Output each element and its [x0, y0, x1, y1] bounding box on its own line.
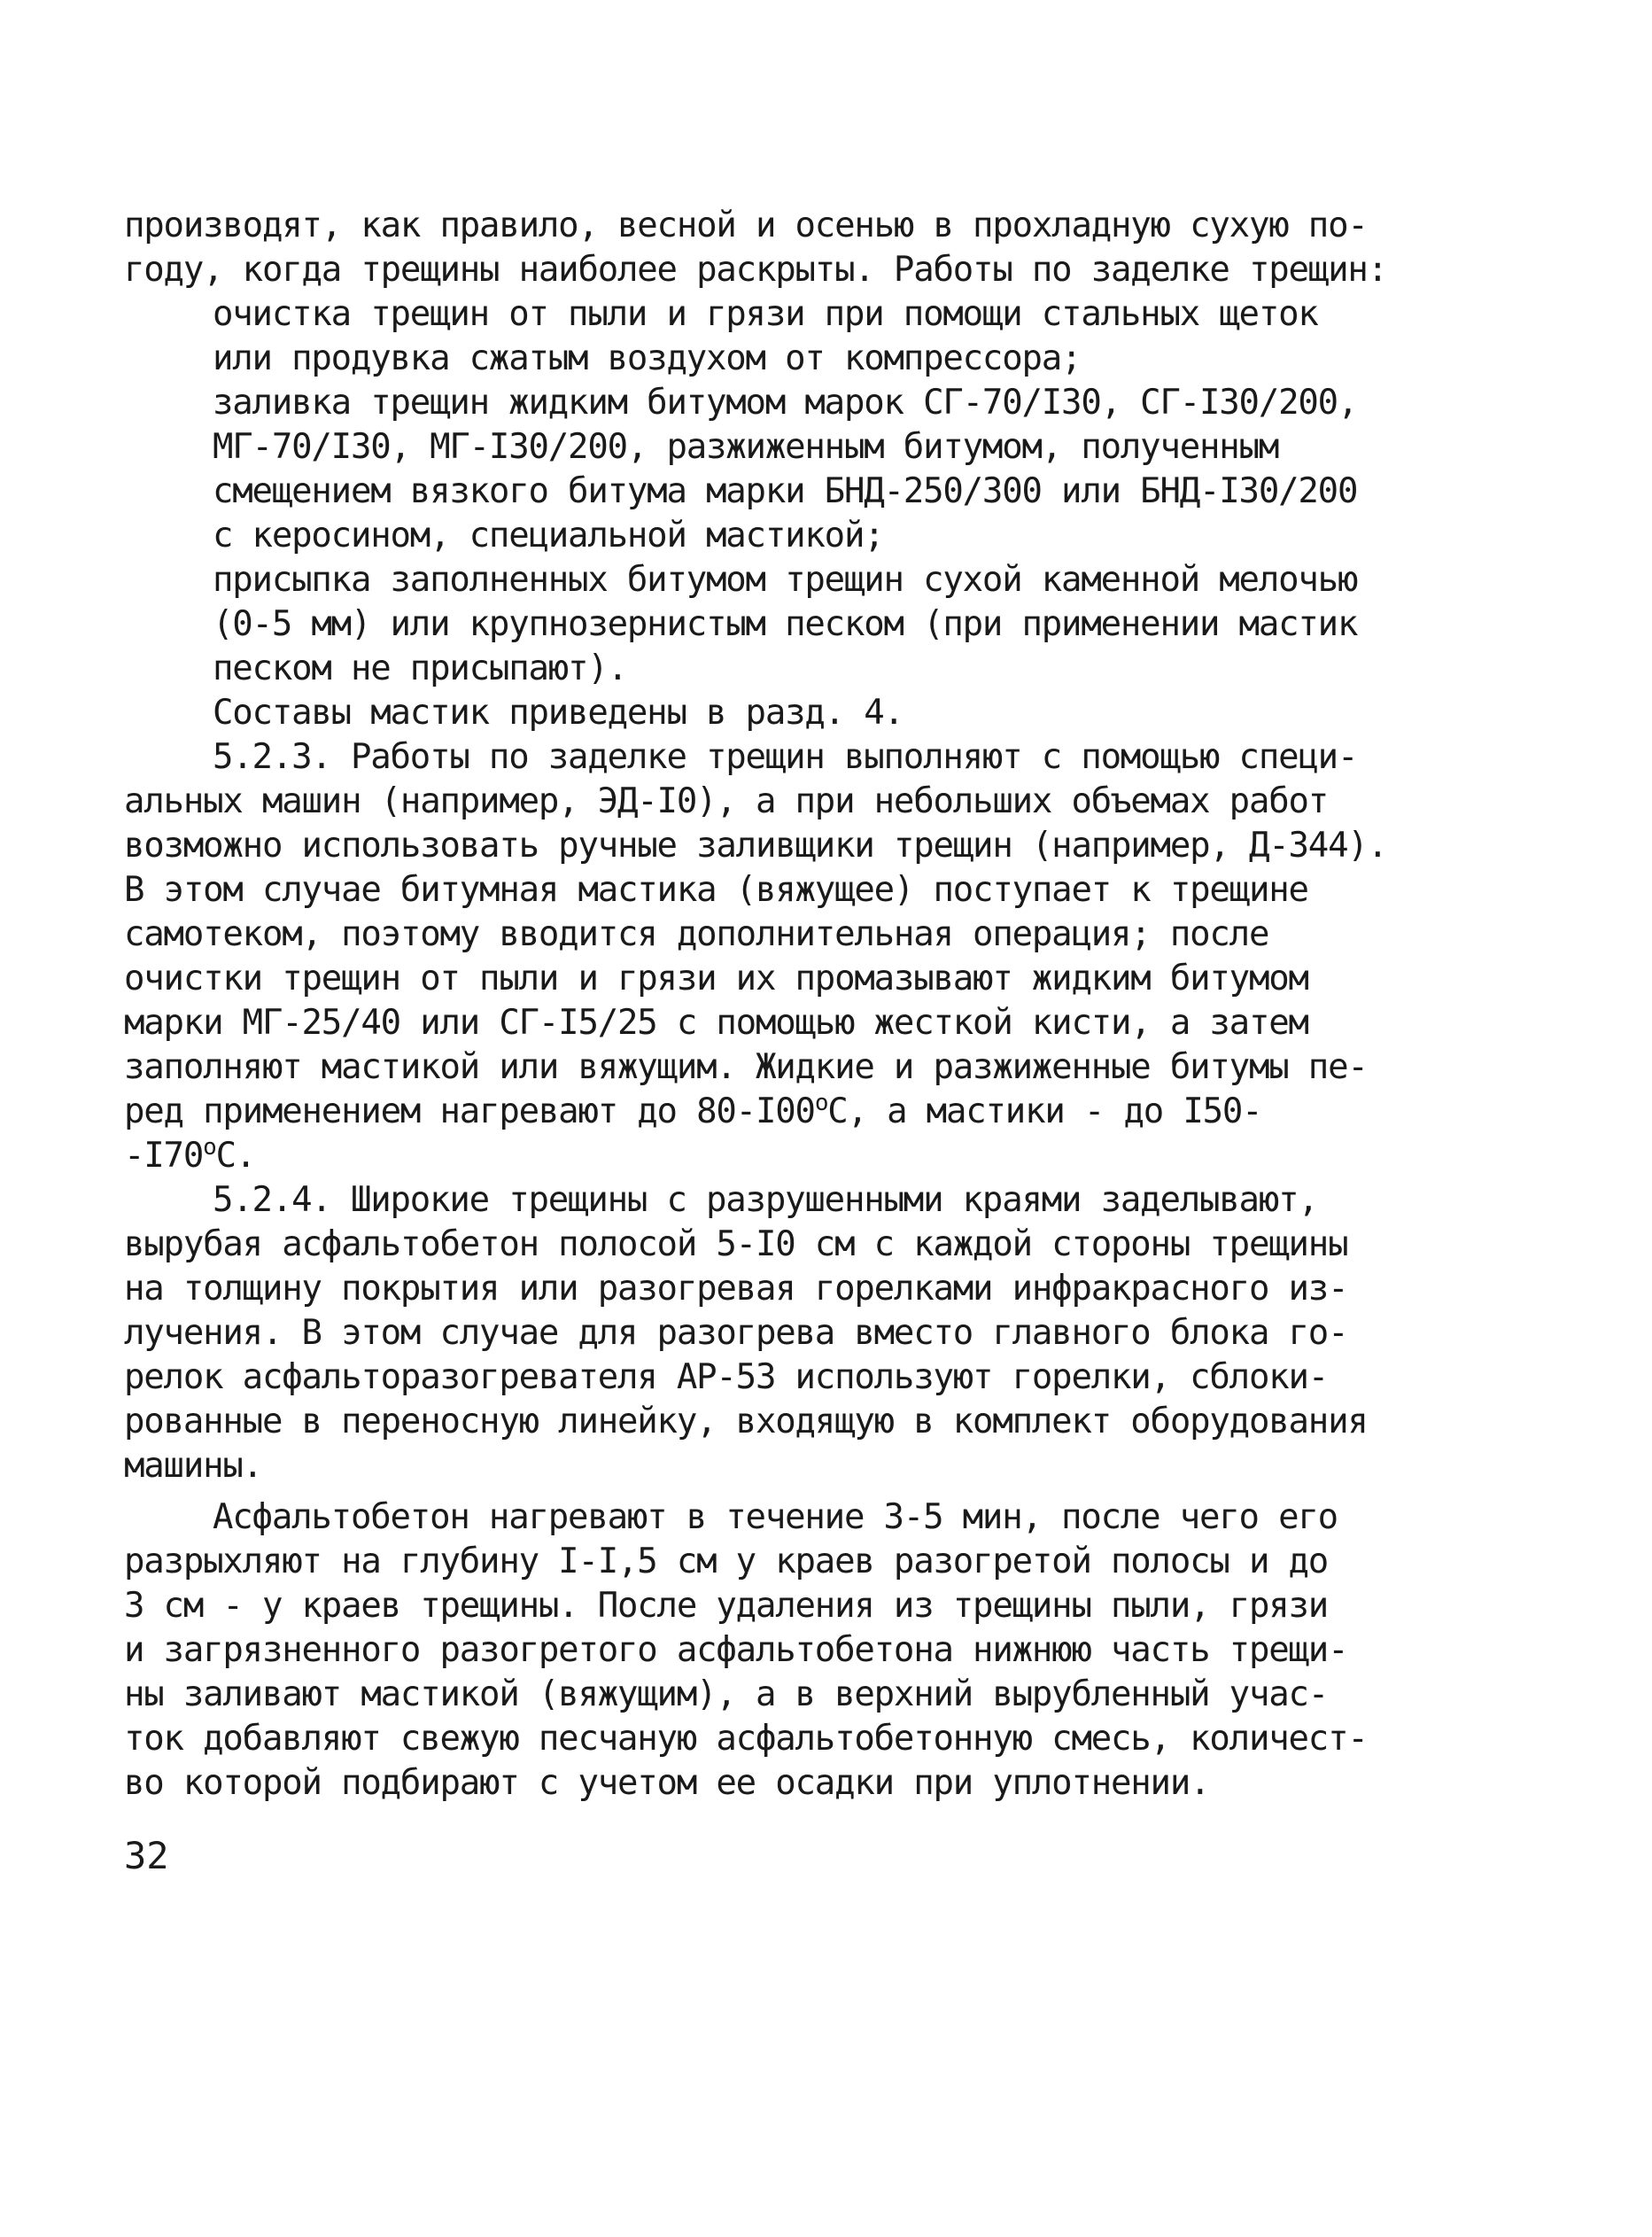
list-item-line: с керосином, специальной мастикой;	[213, 516, 884, 555]
text-line: очистки трещин от пыли и грязи их промазывают жидким битумом	[124, 959, 1308, 998]
text-line: самотеком, поэтому вводится дополнительная операция; после	[124, 914, 1269, 954]
list-item-line: песком не присыпают).	[213, 649, 627, 688]
text-line: альных машин (например, ЭД-I0), а при небольших объемах работ	[124, 781, 1329, 821]
text-line: ток добавляют свежую песчаную асфальтобетонную смесь, количест-	[124, 1719, 1368, 1759]
text-span: С, а мастики - до I50-	[827, 1091, 1262, 1131]
page-number: 32	[124, 1834, 169, 1877]
text-line: лучения. В этом случае для разогрева вместо главного блока го-	[124, 1313, 1348, 1353]
text-line: Асфальтобетон нагревают в течение 3-5 мин, после чего его	[213, 1497, 1338, 1537]
text-line: релок асфальторазогревателя АР-53 используют горелки, сблоки-	[124, 1357, 1329, 1397]
degree-superscript: о	[203, 1134, 216, 1161]
text-line: и загрязненного разогретого асфальтобетона нижнюю часть трещи-	[124, 1630, 1348, 1670]
text-line: машины.	[124, 1446, 262, 1486]
text-line: 3 см - у краев трещины. После удаления из трещины пыли, грязи	[124, 1586, 1329, 1626]
text-line: вырубая асфальтобетон полосой 5-I0 см с каждой стороны трещины	[124, 1224, 1348, 1264]
text-line: Составы мастик приведены в разд. 4.	[213, 693, 904, 733]
text-span: С.	[215, 1136, 256, 1176]
section-heading-line: 5.2.4. Широкие трещины с разрушенными краями заделывают,	[213, 1180, 1318, 1220]
list-item-line: присыпка заполненных битумом трещин сухой каменной мелочью	[213, 560, 1358, 600]
text-line: во которой подбирают с учетом ее осадки при уплотнении.	[124, 1763, 1210, 1803]
degree-superscript: о	[814, 1090, 828, 1116]
text-line: производят, как правило, весной и осенью в прохладную сухую по-	[124, 206, 1368, 245]
text-span: -I70	[124, 1136, 204, 1176]
text-line: году, когда трещины наиболее раскрыты. Работы по заделке трещин:	[124, 250, 1387, 290]
text-line	[124, 1090, 1261, 1134]
text-line: марки МГ-25/40 или СГ-I5/25 с помощью жесткой кисти, а затем	[124, 1003, 1308, 1043]
section-heading-line: 5.2.3. Работы по заделке трещин выполняют с помощью специ-	[213, 737, 1358, 777]
text-line: на толщину покрытия или разогревая горелками инфракрасного из-	[124, 1269, 1348, 1309]
list-item-line: заливка трещин жидким битумом марок СГ-70/I30, СГ-I30/200,	[213, 383, 1358, 423]
list-item-line: или продувка сжатым воздухом от компрессора;	[213, 338, 1082, 378]
list-item-line: (0-5 мм) или крупнозернистым песком (при применении мастик	[213, 604, 1358, 644]
list-item-line: очистка трещин от пыли и грязи при помощи стальных щеток	[213, 294, 1318, 334]
list-item-line: МГ-70/I30, МГ-I30/200, разжиженным битумом, полученным	[213, 427, 1279, 467]
list-item-line: смещением вязкого битума марки БНД-250/300 или БНД-I30/200	[213, 471, 1358, 511]
text-line: разрыхляют на глубину I-I,5 см у краев разогретой полосы и до	[124, 1542, 1329, 1581]
text-line: заполняют мастикой или вяжущим. Жидкие и разжиженные битумы пе-	[124, 1047, 1368, 1087]
text-line: возможно использовать ручные заливщики трещин (например, Д-344).	[124, 826, 1387, 866]
text-line: ны заливают мастикой (вяжущим), а в верхний вырубленный учас-	[124, 1674, 1329, 1714]
text-line: рованные в переносную линейку, входящую в комплект оборудования	[124, 1402, 1368, 1441]
text-line: В этом случае битумная мастика (вяжущее) поступает к трещине	[124, 870, 1308, 910]
text-span: ред применением нагревают до 80-I00	[124, 1091, 815, 1131]
text-line	[124, 1134, 255, 1178]
